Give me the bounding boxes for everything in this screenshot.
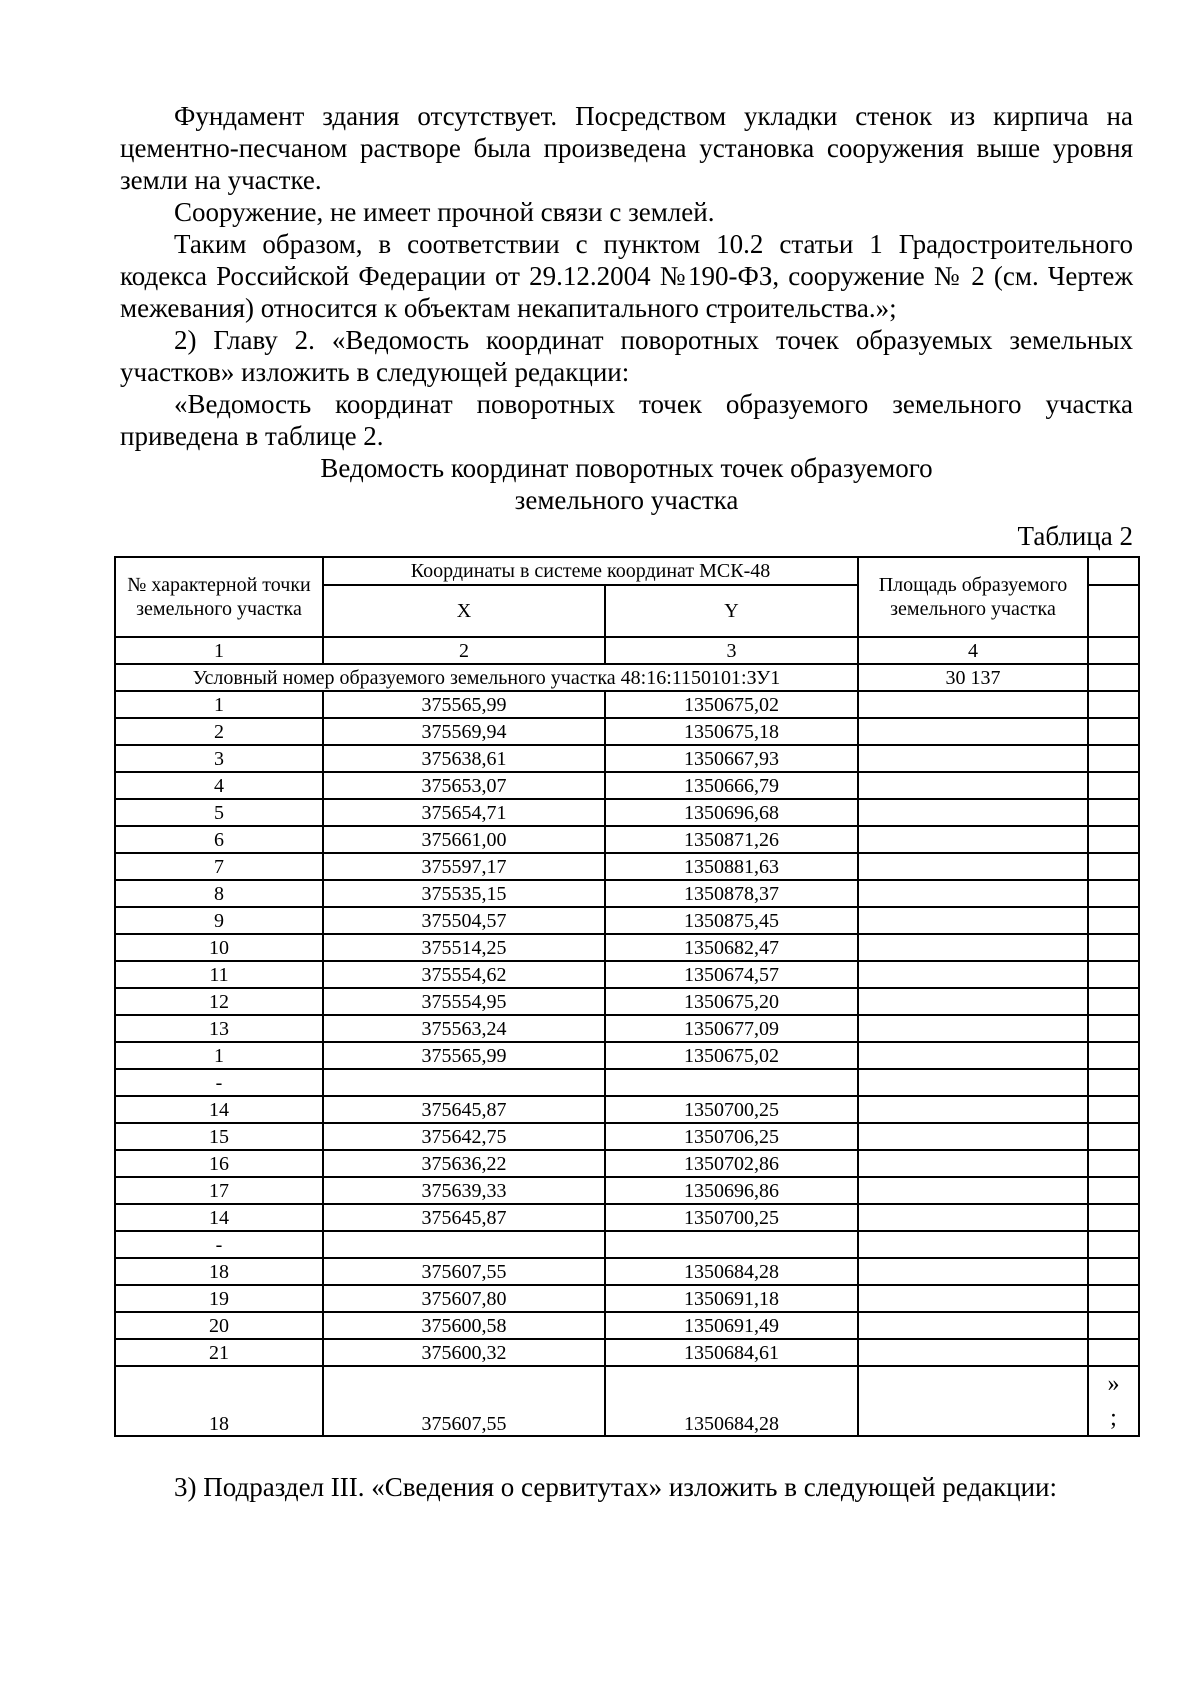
y-coordinate-cell: 1350684,61 (605, 1339, 858, 1366)
table-row (115, 1258, 1139, 1285)
table-header-row-1 (115, 557, 1139, 585)
column-number-row (115, 637, 1139, 664)
area-cell (858, 907, 1088, 934)
area-cell (858, 1312, 1088, 1339)
table-row (115, 934, 1139, 961)
header-extra-cell-2 (1088, 585, 1139, 637)
extra-cell (1088, 799, 1139, 826)
extra-cell (1088, 1204, 1139, 1231)
table-row (115, 826, 1139, 853)
x-coordinate-cell: 375653,07 (323, 772, 605, 799)
y-coordinate-cell: 1350675,02 (605, 1042, 858, 1069)
point-number-cell: 14 (115, 1204, 323, 1231)
table-number: Таблица 2 (1017, 521, 1133, 551)
area-cell (858, 1258, 1088, 1285)
extra-cell (1088, 772, 1139, 799)
table-row (115, 718, 1139, 745)
header-coords-system: Координаты в системе координат МСК-48 (323, 557, 858, 585)
extra-cell (1088, 1231, 1139, 1258)
closing-semicolon-mark: ; (1110, 1405, 1117, 1431)
table-row (115, 799, 1139, 826)
point-number-cell: 13 (115, 1015, 323, 1042)
table-row (115, 691, 1139, 718)
x-coordinate-cell: 375642,75 (323, 1123, 605, 1150)
extra-cell (1088, 961, 1139, 988)
extra-cell (1088, 1177, 1139, 1204)
table-row (115, 853, 1139, 880)
x-coordinate-cell: 375569,94 (323, 718, 605, 745)
extra-cell (1088, 1096, 1139, 1123)
extra-cell (1088, 853, 1139, 880)
y-coordinate-cell: 1350675,18 (605, 718, 858, 745)
extra-cell (1088, 880, 1139, 907)
x-coordinate-cell: 375565,99 (323, 1042, 605, 1069)
y-coordinate-cell: 1350675,20 (605, 988, 858, 1015)
extra-cell (1088, 1285, 1139, 1312)
area-cell (858, 745, 1088, 772)
table-row-last (115, 1366, 1139, 1436)
extra-cell (1088, 1339, 1139, 1366)
area-cell (858, 1231, 1088, 1258)
extra-cell (1088, 934, 1139, 961)
paragraph-servitudes: 3) Подраздел III. «Сведения о сервитутах» изложить в следующей редакции: (174, 1472, 1058, 1502)
point-number-cell: 6 (115, 826, 323, 853)
extra-cell (1088, 826, 1139, 853)
y-coordinate-cell: 1350706,25 (605, 1123, 858, 1150)
parcel-area: 30 137 (858, 664, 1088, 691)
area-cell (858, 1096, 1088, 1123)
x-coordinate-cell (323, 1069, 605, 1096)
paragraph-foundation: Фундамент здания отсутствует. Посредством укладки стенок из кирпича на цементно-песчаном растворе была произведена установка сооружения выше уровня земли на участке. (120, 101, 1133, 195)
point-number-cell: - (115, 1069, 323, 1096)
y-coordinate-cell: 1350684,28 (605, 1366, 858, 1436)
y-coordinate-cell: 1350667,93 (605, 745, 858, 772)
parcel-extra (1088, 664, 1139, 691)
area-cell (858, 1069, 1088, 1096)
table-row (115, 745, 1139, 772)
area-cell (858, 1015, 1088, 1042)
extra-cell (1088, 1150, 1139, 1177)
area-cell (858, 1339, 1088, 1366)
y-coordinate-cell: 1350696,86 (605, 1177, 858, 1204)
parcel-row (115, 664, 1139, 691)
table-row (115, 772, 1139, 799)
point-number-cell: 3 (115, 745, 323, 772)
table-row (115, 907, 1139, 934)
col-number-extra (1088, 637, 1139, 664)
paragraph-table-reference: «Ведомость координат поворотных точек образуемого земельного участка приведена в таблице 2. (120, 389, 1133, 451)
point-number-cell: 4 (115, 772, 323, 799)
paragraph-conclusion: Таким образом, в соответствии с пунктом 10.2 статьи 1 Градостроительного кодекса Российской Федерации от 29.12.2004 №190-ФЗ, сооружение № 2 (см. Чертеж межевания) относится к объектам некапитального строительства.»; (120, 229, 1133, 323)
x-coordinate-cell: 375565,99 (323, 691, 605, 718)
point-number-cell: 11 (115, 961, 323, 988)
y-coordinate-cell: 1350875,45 (605, 907, 858, 934)
table-title-line-2: земельного участка (514, 485, 739, 515)
table-row (115, 1042, 1139, 1069)
header-x: X (323, 585, 605, 637)
table-row (115, 1069, 1139, 1096)
y-coordinate-cell: 1350878,37 (605, 880, 858, 907)
extra-cell (1088, 1258, 1139, 1285)
extra-cell (1088, 718, 1139, 745)
point-number-cell: 20 (115, 1312, 323, 1339)
area-cell (858, 826, 1088, 853)
x-coordinate-cell: 375607,55 (323, 1366, 605, 1436)
extra-cell (1088, 1312, 1139, 1339)
y-coordinate-cell: 1350677,09 (605, 1015, 858, 1042)
extra-cell (1088, 907, 1139, 934)
table-row (115, 1096, 1139, 1123)
area-cell (858, 988, 1088, 1015)
y-coordinate-cell: 1350691,49 (605, 1312, 858, 1339)
y-coordinate-cell: 1350696,68 (605, 799, 858, 826)
y-coordinate-cell: 1350666,79 (605, 772, 858, 799)
table-row (115, 961, 1139, 988)
col-number-3: 3 (605, 637, 858, 664)
x-coordinate-cell (323, 1231, 605, 1258)
area-cell (858, 961, 1088, 988)
y-coordinate-cell: 1350675,02 (605, 691, 858, 718)
x-coordinate-cell: 375600,32 (323, 1339, 605, 1366)
extra-cell (1088, 691, 1139, 718)
area-cell (858, 880, 1088, 907)
point-number-cell: 7 (115, 853, 323, 880)
header-y: Y (605, 585, 858, 637)
y-coordinate-cell: 1350702,86 (605, 1150, 858, 1177)
point-number-cell: 18 (115, 1366, 323, 1436)
point-number-cell: 18 (115, 1258, 323, 1285)
coordinates-table (114, 556, 1140, 1437)
y-coordinate-cell: 1350684,28 (605, 1258, 858, 1285)
x-coordinate-cell: 375636,22 (323, 1150, 605, 1177)
extra-cell (1088, 988, 1139, 1015)
table-row (115, 1312, 1139, 1339)
point-number-cell: 8 (115, 880, 323, 907)
area-cell (858, 1042, 1088, 1069)
area-cell (858, 1177, 1088, 1204)
x-coordinate-cell: 375607,55 (323, 1258, 605, 1285)
x-coordinate-cell: 375645,87 (323, 1096, 605, 1123)
y-coordinate-cell: 1350871,26 (605, 826, 858, 853)
extra-cell (1088, 1015, 1139, 1042)
table-title-line-1: Ведомость координат поворотных точек образуемого (320, 453, 933, 483)
y-coordinate-cell: 1350700,25 (605, 1204, 858, 1231)
y-coordinate-cell: 1350700,25 (605, 1096, 858, 1123)
point-number-cell: 15 (115, 1123, 323, 1150)
table-row (115, 1123, 1139, 1150)
x-coordinate-cell: 375597,17 (323, 853, 605, 880)
area-cell (858, 1204, 1088, 1231)
y-coordinate-cell (605, 1069, 858, 1096)
x-coordinate-cell: 375504,57 (323, 907, 605, 934)
extra-cell (1088, 1042, 1139, 1069)
point-number-cell: 1 (115, 1042, 323, 1069)
point-number-cell: - (115, 1231, 323, 1258)
extra-cell (1088, 1123, 1139, 1150)
col-number-1: 1 (115, 637, 323, 664)
area-cell (858, 799, 1088, 826)
extra-cell (1088, 1069, 1139, 1096)
table-row (115, 988, 1139, 1015)
col-number-2: 2 (323, 637, 605, 664)
area-cell (858, 1123, 1088, 1150)
table-row (115, 1339, 1139, 1366)
y-coordinate-cell: 1350691,18 (605, 1285, 858, 1312)
x-coordinate-cell: 375607,80 (323, 1285, 605, 1312)
table-row (115, 1204, 1139, 1231)
paragraph-chapter-2: 2) Главу 2. «Ведомость координат поворотных точек образуемых земельных участков» изложить в следующей редакции: (120, 325, 1133, 387)
parcel-label: Условный номер образуемого земельного участка 48:16:1150101:ЗУ1 (115, 664, 858, 691)
point-number-cell: 12 (115, 988, 323, 1015)
y-coordinate-cell (605, 1231, 858, 1258)
area-cell (858, 772, 1088, 799)
y-coordinate-cell: 1350881,63 (605, 853, 858, 880)
area-cell (858, 934, 1088, 961)
closing-quote-mark: » (1107, 1371, 1120, 1397)
extra-cell (1088, 745, 1139, 772)
header-point-no: № характерной точки земельного участка (115, 557, 323, 637)
x-coordinate-cell: 375654,71 (323, 799, 605, 826)
area-cell (858, 718, 1088, 745)
table-row (115, 1231, 1139, 1258)
table-row (115, 1015, 1139, 1042)
point-number-cell: 5 (115, 799, 323, 826)
area-cell (858, 691, 1088, 718)
y-coordinate-cell: 1350682,47 (605, 934, 858, 961)
point-number-cell: 19 (115, 1285, 323, 1312)
x-coordinate-cell: 375638,61 (323, 745, 605, 772)
table-row (115, 880, 1139, 907)
paragraph-no-ground-connection: Сооружение, не имеет прочной связи с землей. (174, 197, 715, 227)
point-number-cell: 10 (115, 934, 323, 961)
x-coordinate-cell: 375645,87 (323, 1204, 605, 1231)
area-cell (858, 1366, 1088, 1436)
x-coordinate-cell: 375554,95 (323, 988, 605, 1015)
area-cell (858, 853, 1088, 880)
y-coordinate-cell: 1350674,57 (605, 961, 858, 988)
point-number-cell: 1 (115, 691, 323, 718)
header-extra-cell (1088, 557, 1139, 585)
x-coordinate-cell: 375514,25 (323, 934, 605, 961)
area-cell (858, 1285, 1088, 1312)
area-cell (858, 1150, 1088, 1177)
closing-quote-cell (1088, 1366, 1139, 1436)
x-coordinate-cell: 375600,58 (323, 1312, 605, 1339)
x-coordinate-cell: 375661,00 (323, 826, 605, 853)
x-coordinate-cell: 375535,15 (323, 880, 605, 907)
point-number-cell: 14 (115, 1096, 323, 1123)
x-coordinate-cell: 375563,24 (323, 1015, 605, 1042)
point-number-cell: 2 (115, 718, 323, 745)
header-area: Площадь образуемого земельного участка (858, 557, 1088, 637)
point-number-cell: 21 (115, 1339, 323, 1366)
col-number-4: 4 (858, 637, 1088, 664)
point-number-cell: 16 (115, 1150, 323, 1177)
table-row (115, 1285, 1139, 1312)
point-number-cell: 17 (115, 1177, 323, 1204)
x-coordinate-cell: 375554,62 (323, 961, 605, 988)
x-coordinate-cell: 375639,33 (323, 1177, 605, 1204)
table-row (115, 1150, 1139, 1177)
point-number-cell: 9 (115, 907, 323, 934)
table-row (115, 1177, 1139, 1204)
